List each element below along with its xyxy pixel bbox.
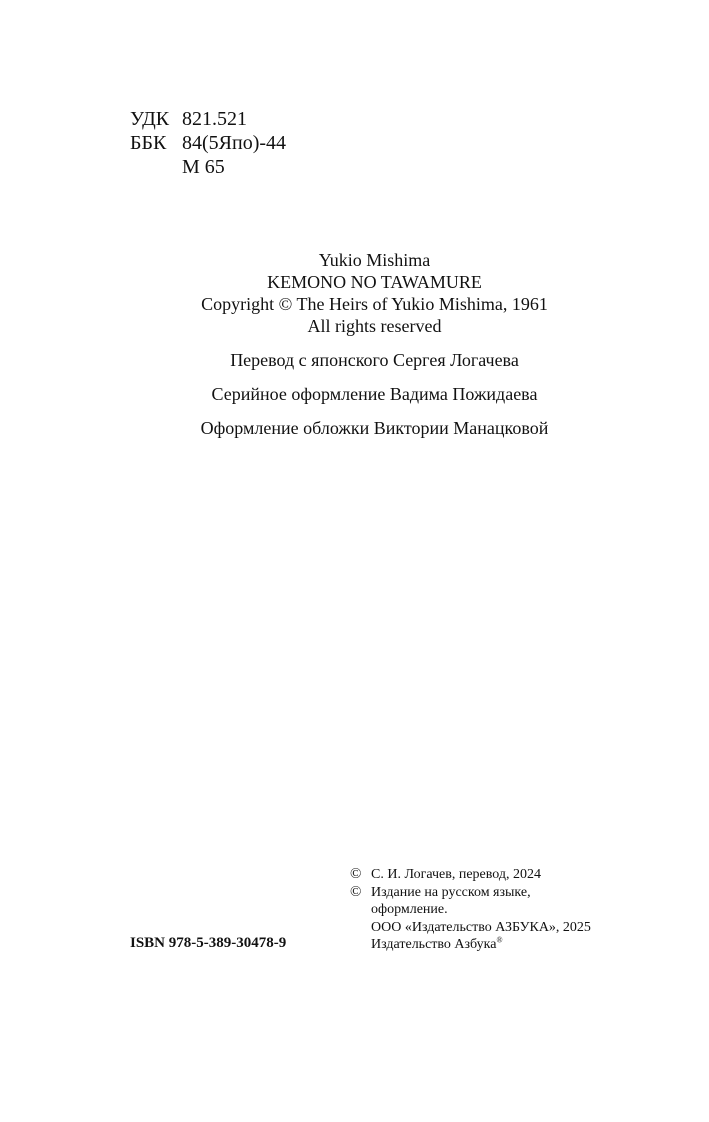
author-mark: М 65 — [182, 156, 225, 178]
credits-block — [0, 249, 709, 439]
edition-line-1: Издание на русском языке, — [371, 884, 531, 900]
publisher-mark-row — [350, 936, 591, 954]
edition-line-3: ООО «Издательство АЗБУКА», 2025 — [371, 919, 591, 935]
original-copyright: Copyright © The Heirs of Yukio Mishima, 1961 — [201, 294, 548, 314]
cover-design-credit: Оформление обложки Виктории Манацковой — [200, 418, 549, 438]
classification-block — [130, 107, 286, 179]
translation-copyright-row — [350, 866, 591, 884]
registered-symbol: ® — [496, 935, 503, 945]
original-title: KEMONO NO TAWAMURE — [267, 272, 482, 292]
original-author: Yukio Mishima — [318, 250, 431, 270]
edition-line-2: оформление. — [371, 902, 448, 917]
udk-label: УДК — [130, 108, 170, 130]
isbn: ISBN 978-5-389-30478-9 — [130, 935, 287, 951]
copyright-symbol: © — [350, 883, 362, 900]
series-design-credit: Серийное оформление Вадима Пожидаева — [211, 384, 538, 404]
copyright-symbol: © — [350, 866, 362, 882]
udk-row — [130, 107, 286, 131]
author-mark-row — [130, 155, 286, 179]
bbk-row — [130, 131, 286, 155]
bbk-value: 84(5Япо)-44 — [182, 132, 287, 154]
translation-copyright: С. И. Логачев, перевод, 2024 — [371, 867, 542, 882]
publisher-copyright-block — [350, 866, 591, 954]
translator-credit: Перевод с японского Сергея Логачева — [230, 350, 519, 370]
publisher-mark: Издательство Азбука — [371, 937, 497, 952]
edition-copyright-row — [350, 884, 591, 902]
bbk-label: ББК — [130, 132, 167, 154]
rights-reserved: All rights reserved — [307, 316, 442, 336]
udk-value: 821.521 — [182, 108, 247, 130]
